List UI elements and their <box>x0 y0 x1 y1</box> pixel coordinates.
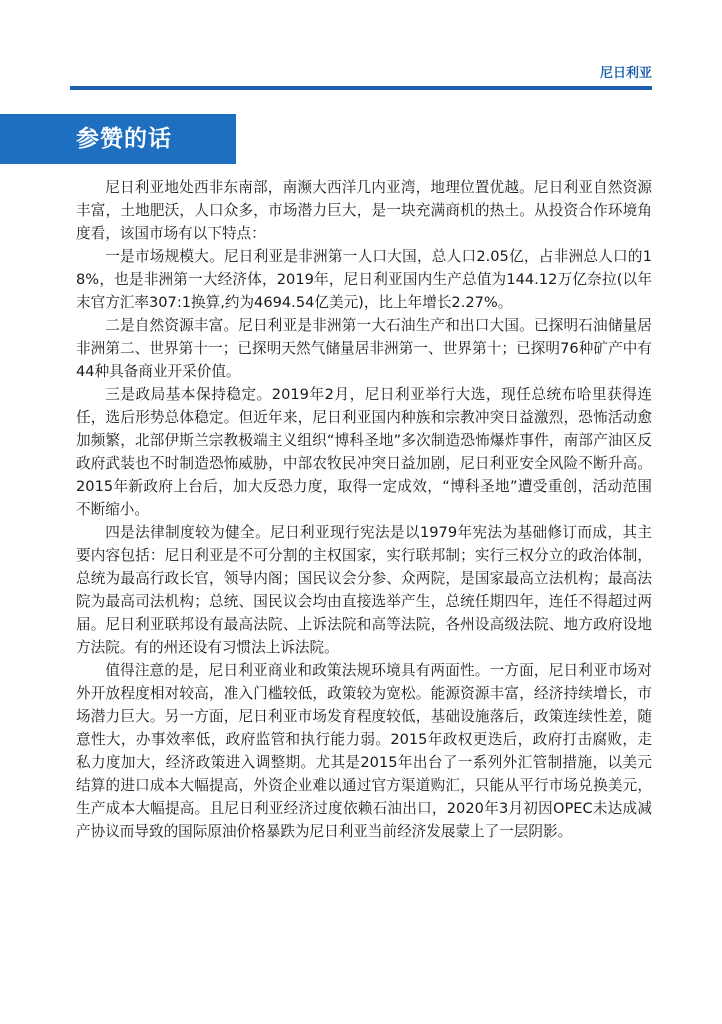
body-text <box>76 176 652 843</box>
paragraph-political-stability: 三是政局基本保持稳定。2019年2月，尼日利亚举行大选，现任总统布哈里获得连任，选后形势总体稳定。但近年来，尼日利亚国内种族和宗教冲突日益激烈，恐怖活动愈加频繁，北部伊斯兰宗教极端主义组织“博科圣地”多次制造恐怖爆炸事件，南部产油区反政府武装也不时制造恐怖威胁，中部农牧民冲突日益加剧，尼日利亚安全风险不断升高。2015年新政府上台后，加大反恐力度，取得一定成效，“博科圣地”遭受重创，活动范围不断缩小。 <box>76 386 652 518</box>
section-title: 参赞的话 <box>76 126 172 152</box>
paragraph-business-environment: 值得注意的是，尼日利亚商业和政策法规环境具有两面性。一方面，尼日利亚市场对外开放程度相对较高，准入门槛较低，政策较为宽松。能源资源丰富，经济持续增长，市场潜力巨大。另一方面，尼日利亚市场发育程度较低，基础设施落后，政策连续性差，随意性大，办事效率低，政府监管和执行能力弱。2015年政权更迭后，政府打击腐败，走私力度加大，经济政策进入调整期。尤其是2015年出台了一系列外汇管制措施，以美元结算的进口成本大幅提高，外资企业难以通过官方渠道购汇，只能从平行市场兑换美元，生产成本大幅提高。且尼日利亚经济过度依赖石油出口，2020年3月初因OPEC未达成减产协议而导致的国际原油价格暴跌为尼日利亚当前经济发展蒙上了一层阴影。 <box>76 662 652 840</box>
running-header-country: 尼日利亚 <box>599 66 652 81</box>
paragraph-natural-resources: 二是自然资源丰富。尼日利亚是非洲第一大石油生产和出口大国。已探明石油储量居非洲第二、世界第十一；已探明天然气储量居非洲第一、世界第十；已探明76种矿产中有44种具备商业开采价值。 <box>76 317 652 380</box>
paragraph-intro: 尼日利亚地处西非东南部，南濒大西洋几内亚湾，地理位置优越。尼日利亚自然资源丰富，土地肥沃，人口众多，市场潜力巨大，是一块充满商机的热土。从投资合作环境角度看，该国市场有以下特点： <box>76 179 652 242</box>
paragraph-market-size: 一是市场规模大。尼日利亚是非洲第一人口大国，总人口2.05亿，占非洲总人口的18%，也是非洲第一大经济体，2019年，尼日利亚国内生产总值为144.12万亿奈拉(以年末官方汇率307:1换算,约为4694.54亿美元)，比上年增长2.27%。 <box>76 248 652 311</box>
header-rule <box>70 86 652 90</box>
paragraph-legal-system: 四是法律制度较为健全。尼日利亚现行宪法是以1979年宪法为基础修订而成，其主要内容包括：尼日利亚是不可分割的主权国家，实行联邦制；实行三权分立的政治体制，总统为最高行政长官，领导内阁；国民议会分参、众两院，是国家最高立法机构；最高法院为最高司法机构；总统、国民议会均由直接选举产生，总统任期四年，连任不得超过两届。尼日利亚联邦设有最高法院、上诉法院和高等法院，各州设高级法院、地方政府设地方法院。有的州还设有习惯法上诉法院。 <box>76 524 652 656</box>
